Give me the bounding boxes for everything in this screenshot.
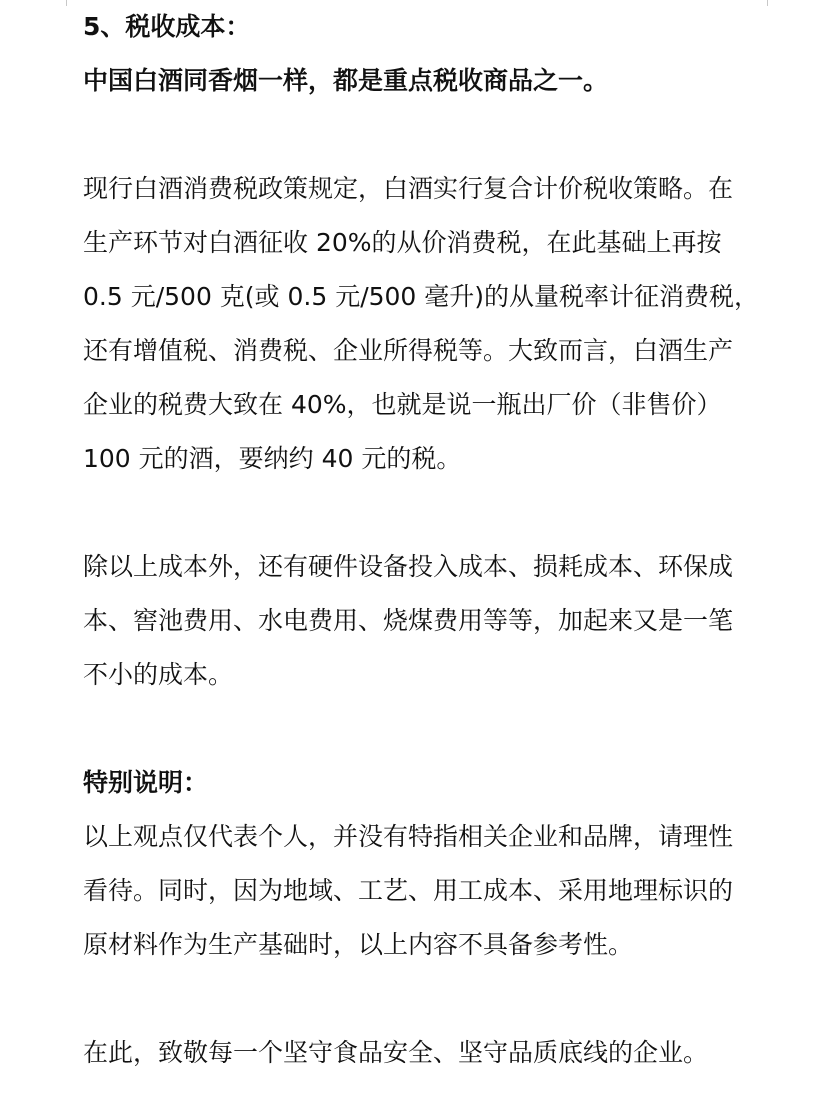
text-line: 以上观点仅代表个人，并没有特指相关企业和品牌，请理性 [83, 822, 734, 851]
page-corner-mark-left [60, 0, 67, 6]
text-line: 0.5 元/500 克(或 0.5 元/500 毫升)的从量税率计征消费税， [83, 282, 760, 311]
section-heading-special-note: 特别说明： [83, 768, 209, 797]
paragraph-other-costs [83, 540, 763, 702]
text-line: 原材料作为生产基础时，以上内容不具备参考性。 [83, 930, 634, 959]
paragraph-spacer [83, 972, 763, 1026]
text-line: 企业的税费大致在 40%，也就是说一瓶出厂价（非售价） [83, 390, 722, 419]
text-line: 生产环节对白酒征收 20%的从价消费税，在此基础上再按 [83, 228, 722, 257]
section-subheading-tax: 中国白酒同香烟一样，都是重点税收商品之一。 [83, 66, 609, 95]
text-line: 本、窖池费用、水电费用、烧煤费用等等，加起来又是一笔 [83, 606, 734, 635]
page-corner-mark-right [767, 0, 774, 6]
paragraph-spacer [83, 702, 763, 756]
paragraph-spacer [83, 486, 763, 540]
text-line: 不小的成本。 [83, 660, 234, 689]
paragraph-special-note [83, 810, 763, 972]
closing-line: 在此，致敬每一个坚守食品安全、坚守品质底线的企业。 [83, 1038, 709, 1067]
text-line: 除以上成本外，还有硬件设备投入成本、损耗成本、环保成 [83, 552, 734, 581]
text-line: 现行白酒消费税政策规定，白酒实行复合计价税收策略。在 [83, 174, 734, 203]
paragraph-tax-policy [83, 162, 763, 486]
section-heading-tax: 5、税收成本： [83, 12, 251, 41]
text-line: 还有增值税、消费税、企业所得税等。大致而言，白酒生产 [83, 336, 734, 365]
text-line: 100 元的酒，要纳约 40 元的税。 [83, 444, 462, 473]
text-line: 看待。同时，因为地域、工艺、用工成本、采用地理标识的 [83, 876, 734, 905]
document-page [83, 0, 763, 1080]
paragraph-spacer [83, 108, 763, 162]
